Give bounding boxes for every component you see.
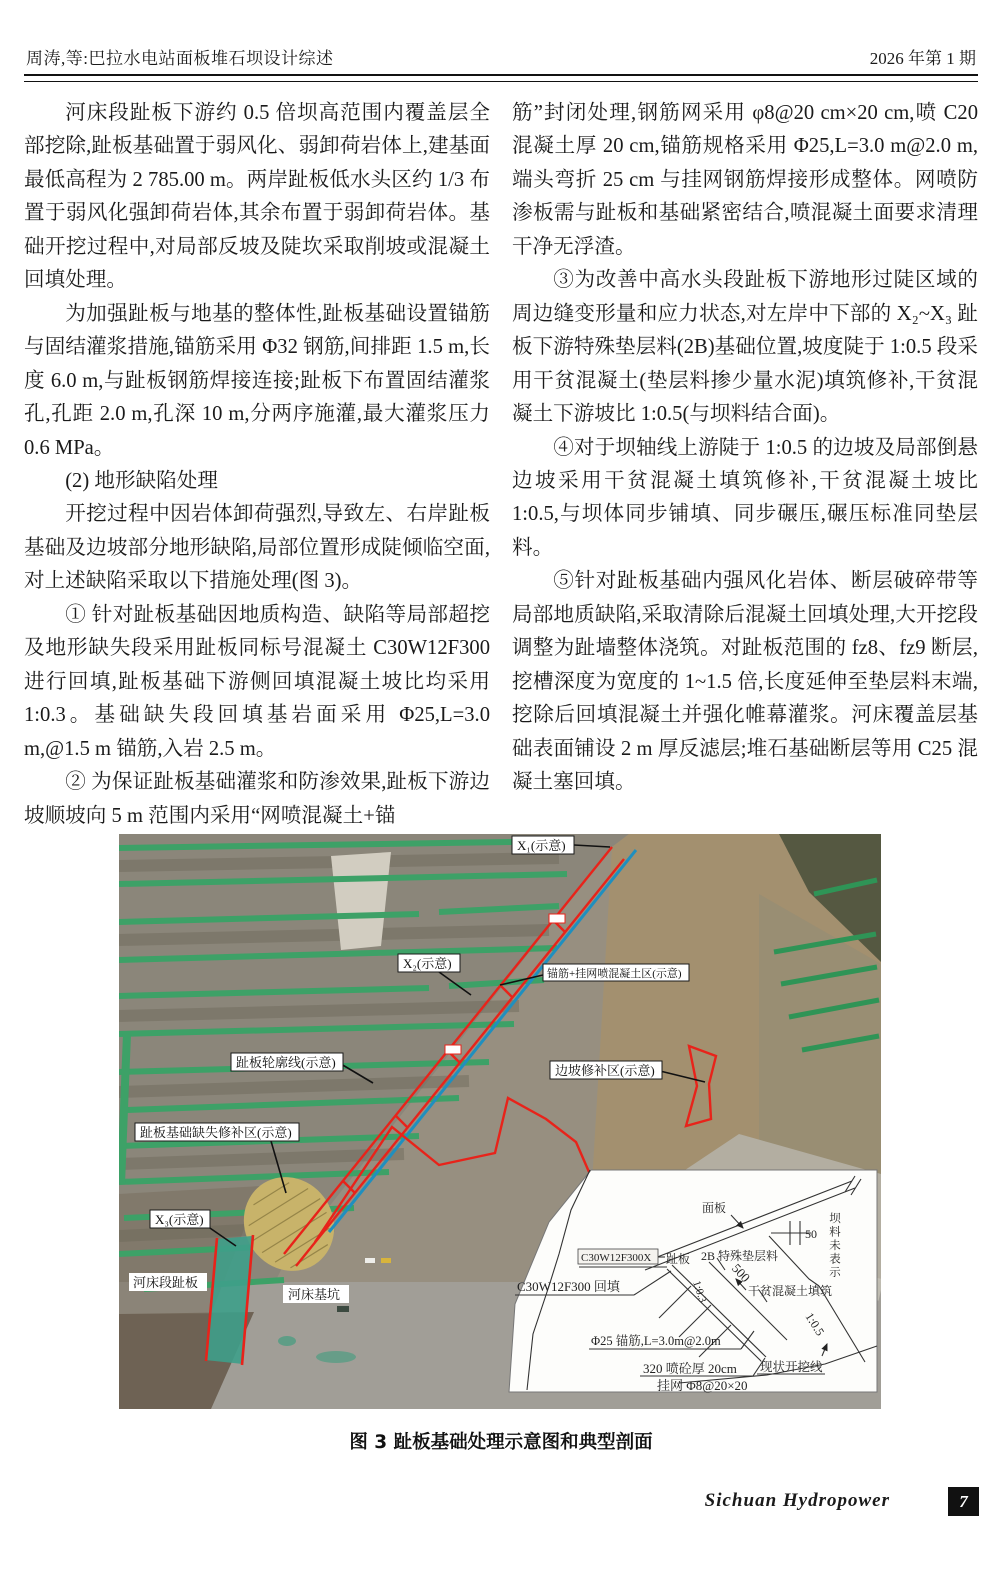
inset-drylean-label: 干贫混凝土填筑 [748,1284,833,1298]
inset-anchor-label: Φ25 锚筋,L=3.0m@2.0m [591,1334,721,1348]
inset-dim500: 500 [728,1260,754,1286]
label-slope-repair [550,1061,662,1079]
paragraph: 开挖过程中因岩体卸荷强烈,导致左、右岸趾板基础及边坡部分地形缺陷,局部位置形成陡倾临空面,对上述缺陷采取以下措施处理(图 3)。 [24,503,490,593]
inset-toe-label: 趾板 [666,1252,691,1266]
inset-slope-103: 1:0.3 [690,1279,709,1305]
header-rule [24,74,978,82]
paragraph: 筋”封闭处理,钢筋网采用 φ8@20 cm×20 cm,喷 C20 混凝土厚 20 cm,锚筋规格采用 Φ25,L=3.0 m@2.0 m,端头弯折 25 cm 与挂网钢筋焊接形成整体。网喷防渗板需与趾板和基础紧密结合,喷混凝土面要求清理干净无浮渣。 [512,102,978,258]
svg-text:锚筋+挂网喷混凝土区(示意): 锚筋+挂网喷混凝土区(示意) [547,968,682,980]
svg-text:X₂(示意): X₂(示意) [403,956,452,971]
section-subheading: (2) 地形缺陷处理 [65,469,218,492]
svg-text:河床段趾板: 河床段趾板 [133,1275,199,1290]
inset-excline-label: 现状开挖线 [760,1360,823,1374]
inset-cross-section [509,1170,877,1393]
svg-text:X₃(示意): X₃(示意) [155,1212,204,1227]
page-number: 7 [948,1487,979,1516]
inset-dim50: 50 [805,1227,817,1241]
inset-damnote-label: 坝料未表示 [828,1212,840,1280]
paragraph: ② 为保证趾板基础灌浆和防渗效果,趾板下游边坡顺坡向 5 m 范围内采用“网喷混凝土+锚 [24,771,490,827]
figure-photo [119,834,881,1409]
running-head-authors: 周涛,等:巴拉水电站面板堆石坝设计综述 [26,49,334,68]
concrete-panel-patch [331,852,391,950]
inset-slope-105: 1:0.5 [802,1310,828,1339]
svg-text:河床基坑: 河床基坑 [288,1287,341,1302]
paragraph: 为加强趾板与地基的整体性,趾板基础设置锚筋与固结灌浆措施,锚筋采用 Φ32 钢筋,间排距 1.5 m,长度 6.0 m,与趾板钢筋焊接连接;趾板下布置固结灌浆孔,孔距 2.0 m,孔深 10 m,分两序施灌,最大灌浆压力 0.6 MPa。 [24,302,490,459]
paragraph: ③为改善中高水头段趾板下游地形过陡区域的周边缝变形量和应力状态,对左岸中下部的 X₂~X₃ 趾板下游特殊垫层料(2B)基础位置,坡度陡于 1:0.5 段采用干贫混凝土(垫层料掺少量水泥)填筑修补,干贫混凝土下游坡比 1:0.5(与坝料结合面)。 [512,269,978,426]
label-toe-outline [231,1053,343,1071]
paragraph: ① 针对趾板基础因地质构造、缺陷等局部超挖及地形缺失段采用趾板同标号混凝土 C30W12F300 进行回填,趾板基础下游侧回填混凝土坡比均采用 1:0.3。基础缺失段回填基岩面采用 Φ25,L=3.0 m,@1.5 m 锚筋,入岩 2.5 m。 [24,603,490,760]
right-column [512,97,978,800]
label-anchor-zone [543,964,689,981]
label-riverbed-toe [129,1273,207,1291]
journal-name: Sichuan Hydropower [704,1490,890,1511]
construction-site-photo [119,834,881,1409]
label-x2 [398,954,460,972]
paragraph: ⑤针对趾板基础内强风化岩体、断层破碎带等局部地质缺陷,采取清除后混凝土回填处理,大开挖段调整为趾墙整体浇筑。对趾板范围的 fz8、fz9 断层,挖槽深度为宽度的 1~1.5 倍,长度延伸至垫层料末端,挖除后回填混凝土并强化帷幕灌浆。河床覆盖层基础表面铺设 2 m 厚反滤层;堆石基础断层等用 C25 混凝土塞回填。 [512,570,978,794]
figure-caption: 图 3 趾板基础处理示意图和典型剖面 [349,1432,653,1453]
inset-backfill-label: C30W12F300 回填 [517,1279,620,1294]
inset-shotcrete-label: 320 喷砼厚 20cm [643,1361,737,1376]
inset-panel-label: 面板 [702,1201,727,1215]
label-missing-repair [135,1123,299,1141]
svg-text:趾板轮廓线(示意): 趾板轮廓线(示意) [236,1055,336,1070]
inset-mesh-label: 挂网 Φ8@20×20 [657,1378,748,1393]
label-x3 [150,1210,210,1228]
paragraph: ④对于坝轴线上游陡于 1:0.5 的边坡及局部倒悬边坡采用干贫混凝土填筑修补,干贫混凝土坡比 1:0.5,与坝体同步铺填、同步碾压,碾压标准同垫层料。 [512,436,978,559]
label-x1 [512,836,574,854]
paragraph: 河床段趾板下游约 0.5 倍坝高范围内覆盖层全部挖除,趾板基础置于弱风化、弱卸荷岩体上,建基面最低高程为 2 785.00 m。两岸趾板低水头区约 1/3 布置于弱风化强卸荷岩体,其余布置于弱卸荷岩体。基础开挖过程中,对局部反坡及陡坎采取削坡或混凝土回填处理。 [24,102,490,292]
svg-text:X₁(示意): X₁(示意) [517,838,566,853]
left-column [24,97,490,833]
svg-text:边坡修补区(示意): 边坡修补区(示意) [555,1063,655,1078]
label-riverbed-pit [283,1285,349,1303]
inset-c30-box: C30W12F300X [581,1252,652,1264]
running-head-issue: 2026 年第 1 期 [869,49,976,68]
inset-cushion-label: 2B 特殊垫层料 [701,1249,779,1263]
svg-text:趾板基础缺失修补区(示意): 趾板基础缺失修补区(示意) [140,1125,292,1140]
